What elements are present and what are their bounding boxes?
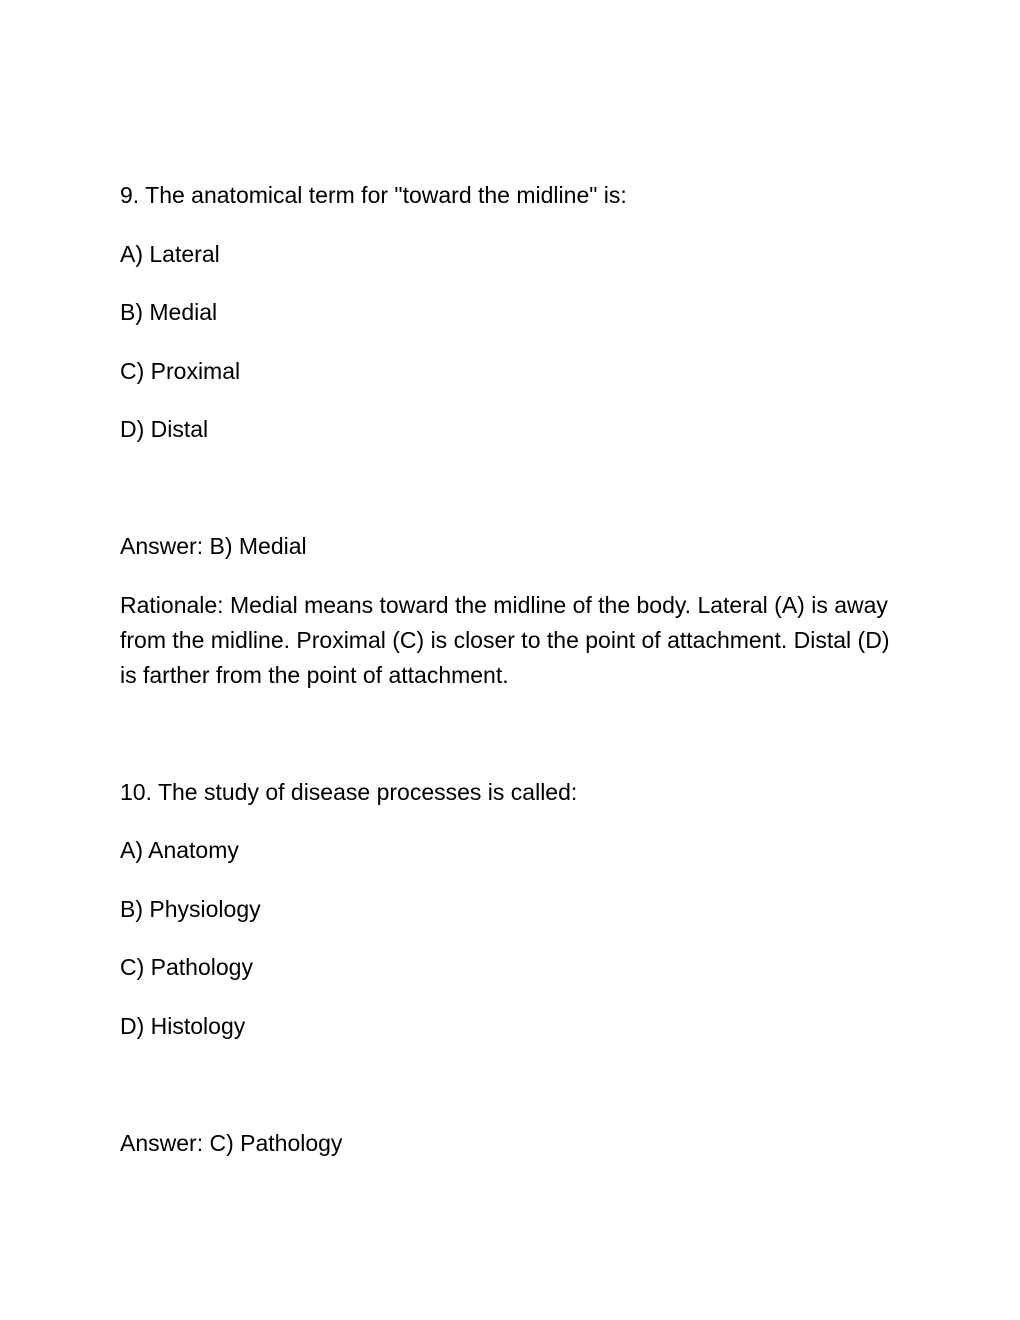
question-prompt: 10. The study of disease processes is called: [120,778,578,805]
question-10 [120,775,900,1161]
question-9 [120,178,900,693]
option-b: B) Medial [120,299,218,325]
option-a: A) Lateral [120,240,220,267]
document-page [120,178,900,1161]
option-b: B) Physiology [120,895,261,922]
option-c: C) Pathology [120,954,253,980]
option-d: D) Histology [120,1012,246,1039]
option-d: D) Distal [120,416,209,442]
question-prompt: 9. The anatomical term for "toward the midline" is: [120,182,627,208]
rationale: Rationale: Medial means toward the midline of the body. Lateral (A) is away from the midline. Proximal (C) is closer to the point of attachment. Distal (D) is farther from the point of attachment. [120,591,890,688]
option-c: C) Proximal [120,357,241,384]
answer: Answer: C) Pathology [120,1129,343,1156]
option-a: A) Anatomy [120,837,239,863]
answer: Answer: B) Medial [120,533,307,559]
